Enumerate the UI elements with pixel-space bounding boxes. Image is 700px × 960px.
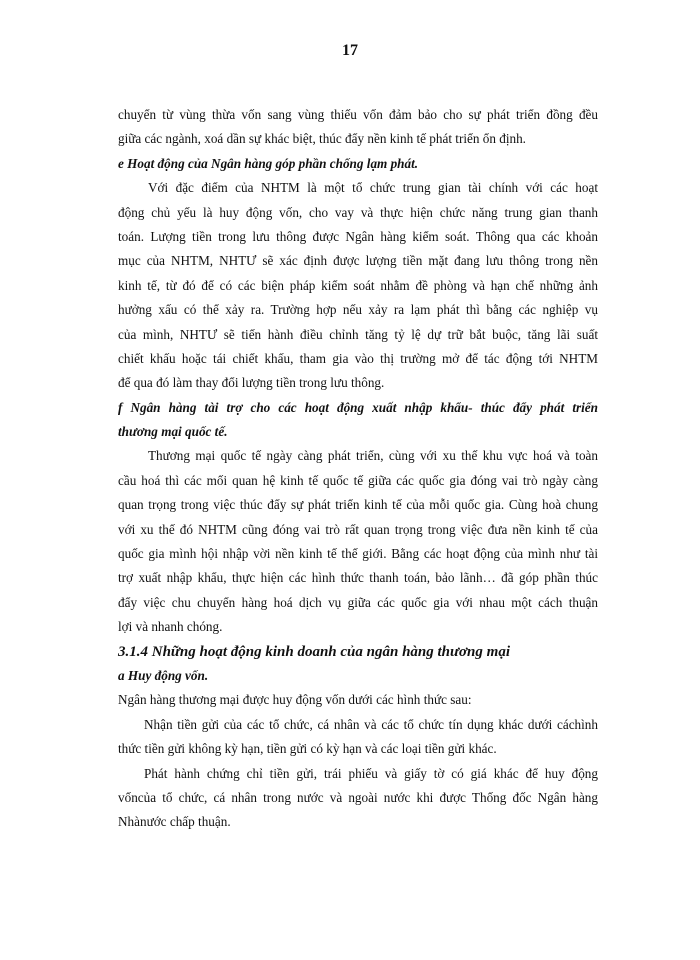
page-number: 17	[342, 42, 358, 59]
document-body	[118, 103, 598, 835]
text-line: giữa các ngành, xoá dần sự khác biệt, thúc đẩy nền kinh tế phát triển ổn định.	[118, 131, 526, 147]
text-line: để qua đó làm thay đổi lượng tiền trong lưu thông.	[118, 375, 385, 391]
text-line: chiết khấu hoặc tái chiết khấu, tham gia vào thị trường mở để tác động tới NHTM	[118, 350, 598, 366]
text-line: động chủ yếu là huy động vốn, cho vay và thực hiện chức năng trung gian thanh	[118, 204, 598, 220]
text-line: hưởng xấu có thể xảy ra. Trường hợp nếu xảy ra lạm phát thì bằng các nghiệp vụ	[118, 302, 598, 318]
text-line: đẩy việc chu chuyển hàng hoá dịch vụ giữa các quốc gia với nhau một cách thuận	[118, 594, 598, 610]
text-line: toán. Lượng tiền trong lưu thông được Ngân hàng kiểm soát. Thông qua các khoản	[118, 228, 598, 244]
subsection-heading: a Huy động vốn.	[118, 667, 209, 683]
text-line: Ngân hàng thương mại được huy động vốn dưới các hình thức sau:	[118, 692, 472, 708]
subsection-heading: e Hoạt động của Ngân hàng góp phần chống lạm phát.	[118, 155, 419, 171]
text-line: Nhận tiền gửi của các tổ chức, cá nhân và các tổ chức tín dụng khác dưới cáchình	[144, 716, 598, 732]
text-line: của mình, NHTƯ sẽ tiến hành điều chỉnh tăng tỷ lệ dự trữ bắt buộc, tăng lãi suất	[118, 326, 598, 342]
text-line: trợ xuất nhập khẩu, thực hiện các hình thức thanh toán, bảo lãnh… đã góp phần thúc	[118, 570, 598, 586]
section-heading: 3.1.4 Những hoạt động kinh doanh của ngân hàng thương mại	[118, 643, 510, 660]
text-line: Nhànước chấp thuận.	[118, 814, 231, 830]
text-line: Phát hành chứng chỉ tiền gửi, trái phiếu và giấy tờ có giá khác để huy động	[144, 765, 598, 781]
text-line: cầu hoá thì các mối quan hệ kinh tế quốc tế giữa các quốc gia đóng vai trò ngày càng	[118, 472, 598, 488]
text-line: quan trọng trong việc thúc đẩy sự phát triển kinh tế của mỗi quốc gia. Cùng hoà chung	[118, 497, 598, 513]
text-line: vốncủa tổ chức, cá nhân trong nước và ngoài nước khi được Thống đốc Ngân hàng	[118, 789, 598, 805]
subsection-heading: f Ngân hàng tài trợ cho các hoạt động xuất nhập khẩu- thúc đẩy phát triển	[118, 399, 598, 415]
subsection-heading: thương mại quốc tế.	[118, 424, 228, 440]
text-line: quốc gia mình hội nhập vời nền kinh tế thế giới. Bằng các hoạt động của mình như tài	[118, 546, 598, 562]
text-line: lợi và nhanh chóng.	[118, 619, 223, 635]
text-line: Thương mại quốc tế ngày càng phát triển, cùng với xu thế khu vực hoá và toàn	[148, 448, 598, 464]
text-line: kinh tế, từ đó để có các biện pháp kiểm soát nhằm đề phòng và hạn chế những ảnh	[118, 277, 598, 293]
text-line: Với đặc điểm của NHTM là một tổ chức trung gian tài chính với các hoạt	[148, 180, 598, 196]
text-line: thức tiền gửi không kỳ hạn, tiền gửi có kỳ hạn và các loại tiền gửi khác.	[118, 741, 497, 757]
text-line: với xu thế đó NHTM cũng đóng vai trò rất quan trọng trong việc đưa nền kinh tế của	[118, 521, 598, 537]
text-line: mục của NHTM, NHTƯ sẽ xác định được lượng tiền mặt đang lưu thông trong nền	[118, 253, 598, 269]
text-line: chuyển từ vùng thừa vốn sang vùng thiếu vốn đảm bảo cho sự phát triển đồng đều	[118, 107, 598, 122]
